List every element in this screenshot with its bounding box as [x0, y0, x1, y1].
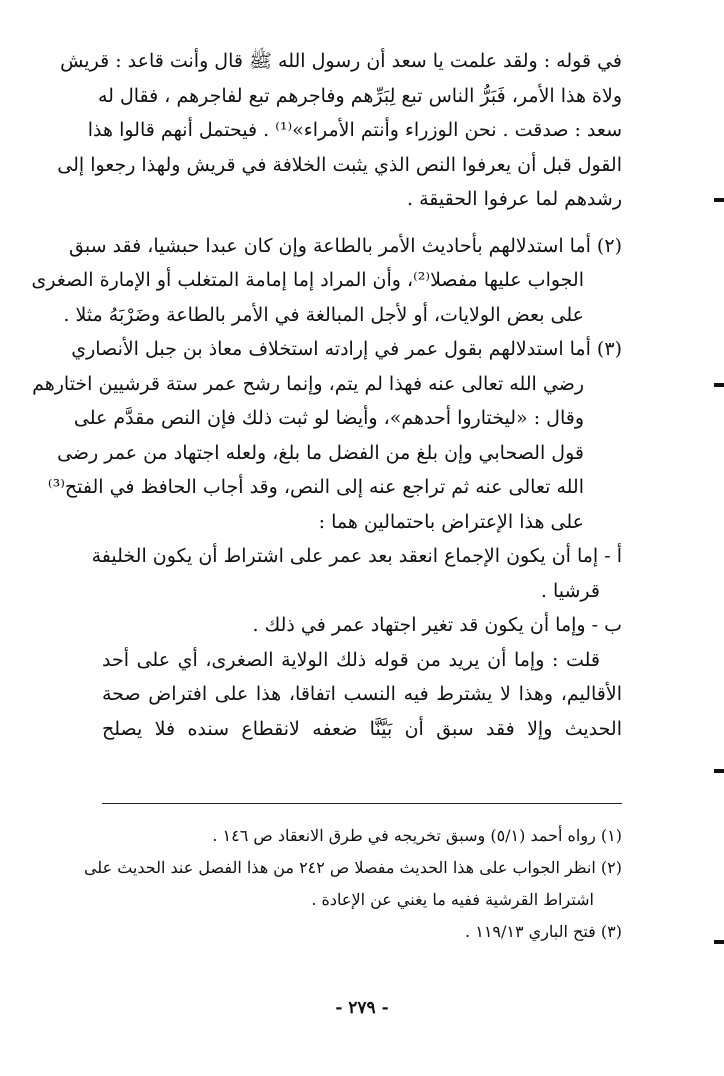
margin-mark — [714, 198, 724, 202]
text-line: ولاة هذا الأمر، فَبَرُّ الناس تبع لِبَرِّهم وفاجرهم تبع لفاجرهم ، فقال له — [97, 84, 622, 107]
footnote-3: (٣) فتح الباري ١١٩/١٣ . — [465, 922, 622, 941]
page-number: - ٢٧٩ - — [335, 998, 389, 1018]
text-line: سعد : صدقت . نحن الوزراء وأنتم الأمراء»⁽¹⁾ . فيحتمل أنهم قالوا هذا — [87, 119, 622, 141]
footnotes — [83, 820, 622, 948]
text-line: على بعض الولايات، أو لأجل المبالغة في الأمر بالطاعة وضَرْبَهُ مثلا . — [63, 303, 584, 326]
text-line: الحديث وإلا فقد سبق أن بَيَّنَّا ضعفه لانقطاع سنده فلا يصلح — [102, 717, 622, 740]
text-line: (٣) أما استدلالهم بقول عمر في إرادته استخلاف معاذ بن جبل الأنصاري — [71, 338, 622, 360]
text-line: قلت : وإما أن يريد من قوله ذلك الولاية الصغرى، أي على أحد — [102, 648, 600, 671]
paragraph-gap — [102, 217, 622, 229]
footnote-2: (٢) انظر الجواب على هذا الحديث مفصلا ص ٢٤٢ من هذا الفصل عند الحديث على — [83, 858, 622, 877]
margin-mark — [714, 383, 724, 387]
text-line: (٢) أما استدلالهم بأحاديث الأمر بالطاعة وإن كان عبدا حبشيا، فقد سبق — [69, 234, 622, 257]
margin-mark — [714, 769, 724, 773]
text-line: قول الصحابي وإن بلغ من الفضل ما بلغ، ولعله اجتهاد من عمر رضى — [57, 441, 584, 464]
text-line: رضي الله تعالى عنه فهذا لم يتم، وإنما رشح عمر ستة قرشيين اختارهم — [32, 372, 584, 395]
footnote-2-continued: اشتراط القرشية ففيه ما يغني عن الإعادة . — [311, 890, 594, 909]
text-line: قرشيا . — [540, 579, 600, 602]
text-line: على هذا الإعتراض باحتمالين هما : — [318, 510, 584, 533]
footnote-1: (١) رواه أحمد (٥/١) وسبق تخريجه في طرق الانعقاد ص ١٤٦ . — [212, 826, 622, 845]
margin-mark — [714, 940, 724, 944]
text-line: القول قبل أن يعرفوا النص الذي يثبت الخلافة في قريش ولهذا رجعوا إلى — [57, 153, 622, 176]
text-line: الجواب عليها مفصلا⁽²⁾، وأن المراد إما إمامة المتغلب أو الإمارة الصغرى — [31, 269, 584, 291]
text-line: الله تعالى عنه ثم تراجع عنه إلى النص، وقد أجاب الحافظ في الفتح⁽³⁾ — [47, 476, 584, 498]
text-line: الأقاليم، وهذا لا يشترط فيه النسب اتفاقا، هذا على افتراض صحة — [102, 683, 622, 705]
text-line: في قوله : ولقد علمت يا سعد أن رسول الله ﷺ قال وأنت قاعد : قريش — [60, 50, 622, 72]
main-text — [31, 44, 622, 746]
text-line: ب - وإما أن يكون قد تغير اجتهاد عمر في ذلك . — [252, 614, 622, 636]
footnote-divider — [102, 803, 622, 804]
text-line: وقال : «ليختاروا أحدهم»، وأيضا لو ثبت ذلك فإن النص مقدَّم على — [73, 407, 584, 429]
text-line: رشدهم لما عرفوا الحقيقة . — [407, 188, 622, 210]
text-line: أ - إما أن يكون الإجماع انعقد بعد عمر على اشتراط أن يكون الخليفة — [91, 545, 622, 567]
